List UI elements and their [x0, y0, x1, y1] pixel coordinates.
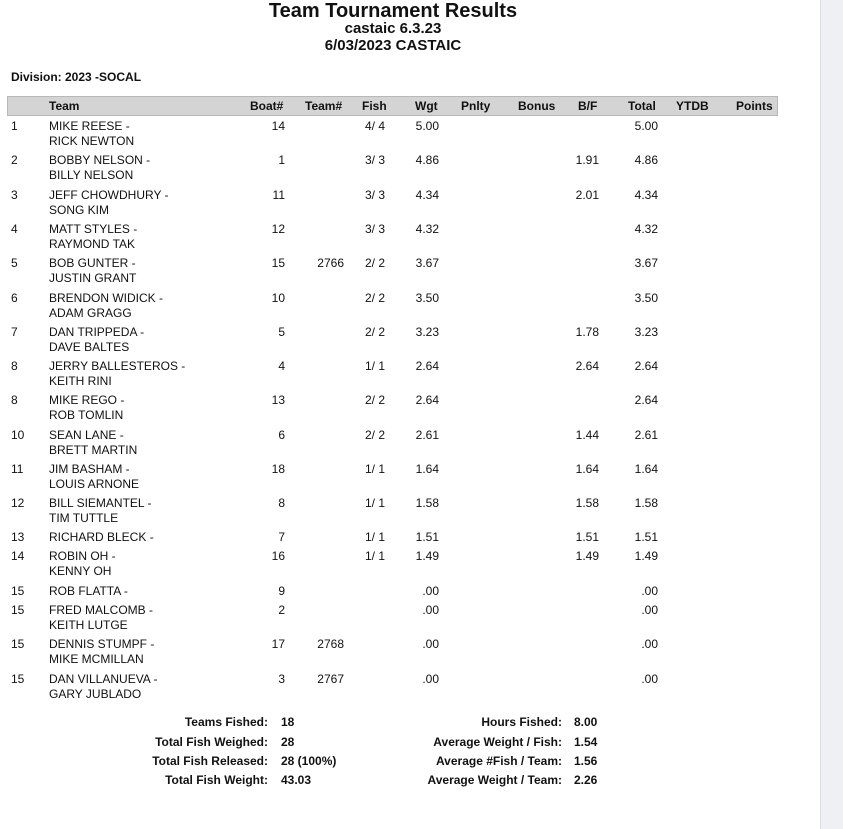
weight-cell: 2.61 [415, 428, 439, 442]
team-member-2: DAVE BALTES [49, 340, 130, 354]
total-cell: .00 [641, 584, 658, 598]
total-cell: .00 [641, 603, 658, 617]
rank-cell: 15 [11, 637, 25, 651]
boat-cell: 13 [271, 393, 285, 407]
weight-cell: .00 [422, 584, 439, 598]
table-header [7, 96, 778, 116]
team-cell [49, 530, 154, 545]
big-fish-cell: 2.01 [575, 188, 599, 202]
total-cell: 4.32 [634, 222, 658, 236]
weight-cell: 1.58 [415, 496, 439, 510]
fish-cell: 3/ 3 [364, 222, 385, 236]
table-row [0, 428, 800, 460]
team-member-2: RICK NEWTON [49, 134, 135, 148]
fish-cell: 1/ 1 [364, 496, 385, 510]
fish-cell: 1/ 1 [364, 530, 385, 544]
team-cell [49, 428, 137, 458]
team-cell [49, 153, 150, 183]
team-cell [49, 393, 124, 423]
weight-cell: 5.00 [415, 119, 439, 133]
total-cell: 1.51 [634, 530, 658, 544]
table-row [0, 549, 800, 581]
team-cell [49, 637, 154, 667]
team-member-1: BOB GUNTER - [49, 256, 136, 270]
total-cell: 4.86 [634, 153, 658, 167]
weight-cell: 3.50 [415, 291, 439, 305]
weight-cell: 4.34 [415, 188, 439, 202]
total-cell: 2.64 [634, 393, 658, 407]
rank-cell: 14 [11, 549, 25, 563]
team-member-2: LOUIS ARNONE [49, 477, 140, 491]
team-member-2: KENNY OH [49, 564, 112, 578]
total-cell: 3.23 [634, 325, 658, 339]
team-number-cell: 2766 [317, 256, 344, 270]
team-cell [49, 603, 153, 633]
boat-cell: 11 [272, 188, 285, 202]
team-cell [49, 462, 139, 492]
table-row [0, 393, 800, 425]
rank-cell: 7 [11, 325, 18, 339]
weight-cell: 3.67 [415, 256, 439, 270]
team-member-1: JIM BASHAM - [49, 462, 130, 476]
rank-cell: 12 [11, 496, 25, 510]
total-cell: 1.49 [634, 549, 658, 563]
total-cell: 3.67 [634, 256, 658, 270]
big-fish-cell: 1.44 [575, 428, 599, 442]
total-cell: 3.50 [634, 291, 658, 305]
team-member-1: BILL SIEMANTEL - [49, 496, 152, 510]
team-number-cell: 2767 [317, 672, 344, 686]
team-member-1: JEFF CHOWDHURY - [49, 188, 169, 202]
team-member-1: ROBIN OH - [49, 549, 116, 563]
boat-cell: 2 [278, 603, 285, 617]
team-member-1: ROB FLATTA - [49, 584, 128, 598]
summary-value: 1.56 [574, 754, 598, 768]
col-ytdb: YTDB [676, 99, 709, 113]
table-row [0, 603, 800, 635]
report-title: Team Tournament Results [268, 0, 518, 22]
big-fish-cell: 2.64 [575, 359, 599, 373]
rank-cell: 15 [11, 672, 25, 686]
total-cell: 1.64 [634, 462, 658, 476]
fish-cell: 3/ 3 [364, 188, 385, 202]
boat-cell: 10 [271, 291, 285, 305]
total-cell: .00 [641, 637, 658, 651]
team-member-1: DAN VILLANUEVA - [49, 672, 158, 686]
boat-cell: 9 [278, 584, 285, 598]
weight-cell: .00 [422, 672, 439, 686]
team-cell [49, 549, 116, 579]
big-fish-cell: 1.78 [575, 325, 599, 339]
col-boat: Boat# [250, 99, 284, 113]
weight-cell: 1.51 [415, 530, 439, 544]
team-member-1: BRENDON WIDICK - [49, 291, 163, 305]
col-fish: Fish [362, 99, 387, 113]
report-date-line: 6/03/2023 CASTAIC [324, 37, 462, 54]
team-cell [49, 672, 157, 702]
table-row [0, 153, 800, 185]
summary-value: 2.26 [574, 773, 598, 787]
team-member-2: ROB TOMLIN [49, 408, 124, 422]
table-row [0, 119, 800, 151]
summary-value: 28 (100%) [281, 754, 337, 768]
total-cell: 4.34 [634, 188, 658, 202]
rank-cell: 2 [11, 153, 18, 167]
summary-value: 43.03 [281, 773, 312, 787]
summary-label: Average #Fish / Team: [435, 754, 562, 768]
fish-cell: 1/ 1 [364, 359, 385, 373]
boat-cell: 6 [278, 428, 285, 442]
fish-cell: 2/ 2 [364, 325, 385, 339]
big-fish-cell: 1.49 [575, 549, 599, 563]
rank-cell: 8 [11, 359, 18, 373]
table-row [0, 359, 800, 391]
team-cell [49, 584, 128, 599]
report-subtitle: castaic 6.3.23 [344, 20, 442, 37]
boat-cell: 17 [271, 637, 285, 651]
total-cell: 2.64 [634, 359, 658, 373]
summary-label: Total Fish Released: [152, 754, 268, 768]
team-cell [49, 119, 134, 149]
rank-cell: 13 [11, 530, 25, 544]
boat-cell: 1 [278, 153, 285, 167]
col-points: Points [736, 99, 773, 113]
summary-value: 28 [281, 735, 295, 749]
fish-cell: 2/ 2 [364, 428, 385, 442]
col-team-number: Team# [305, 99, 343, 113]
team-member-2: KEITH LUTGE [49, 618, 128, 632]
rank-cell: 10 [11, 428, 25, 442]
team-member-2: GARY JUBLADO [49, 687, 142, 701]
team-member-1: JERRY BALLESTEROS - [49, 359, 186, 373]
total-cell: 2.61 [634, 428, 658, 442]
division-label: Division: 2023 -SOCAL [11, 70, 142, 84]
table-row [0, 222, 800, 254]
table-row [0, 496, 800, 528]
table-row [0, 256, 800, 288]
team-cell [49, 359, 185, 389]
team-member-2: SONG KIM [49, 203, 110, 217]
team-cell [49, 496, 151, 526]
team-member-1: MATT STYLES - [49, 222, 138, 236]
summary-value: 1.54 [574, 735, 598, 749]
table-row [0, 291, 800, 323]
weight-cell: .00 [422, 637, 439, 651]
weight-cell: .00 [422, 603, 439, 617]
team-member-2: TIM TUTTLE [49, 511, 119, 525]
summary-value: 8.00 [574, 715, 598, 729]
weight-cell: 1.49 [415, 549, 439, 563]
fish-cell: 1/ 1 [364, 549, 385, 563]
boat-cell: 16 [271, 549, 285, 563]
team-member-2: KEITH RINI [49, 374, 112, 388]
rank-cell: 5 [11, 256, 18, 270]
team-cell [49, 291, 163, 321]
team-member-2: BILLY NELSON [49, 168, 134, 182]
big-fish-cell: 1.51 [575, 530, 599, 544]
weight-cell: 4.86 [415, 153, 439, 167]
col-weight: Wgt [415, 99, 438, 113]
col-penalty: Pnlty [461, 99, 491, 113]
summary-label: Average Weight / Team: [427, 773, 562, 787]
team-member-1: MIKE REGO - [49, 393, 125, 407]
team-member-1: MIKE REESE - [49, 119, 130, 133]
team-member-1: BOBBY NELSON - [49, 153, 151, 167]
summary-label: Hours Fished: [481, 715, 562, 729]
summary-label: Average Weight / Fish: [433, 735, 562, 749]
total-cell: 5.00 [634, 119, 658, 133]
team-cell [49, 188, 169, 218]
team-member-2: MIKE MCMILLAN [49, 652, 144, 666]
col-total: Total [628, 99, 656, 113]
team-member-1: DAN TRIPPEDA - [49, 325, 145, 339]
team-cell [49, 256, 136, 286]
table-row [0, 672, 800, 704]
team-number-cell: 2768 [317, 637, 344, 651]
fish-cell: 2/ 2 [364, 256, 385, 270]
rank-cell: 3 [11, 188, 18, 202]
fish-cell: 2/ 2 [364, 291, 385, 305]
page-edge [820, 0, 843, 829]
boat-cell: 3 [278, 672, 285, 686]
rank-cell: 15 [11, 584, 25, 598]
team-cell [49, 325, 144, 355]
summary-label: Total Fish Weight: [165, 773, 268, 787]
team-member-1: SEAN LANE - [49, 428, 124, 442]
team-cell [49, 222, 137, 252]
team-member-2: ADAM GRAGG [49, 306, 132, 320]
fish-cell: 3/ 3 [364, 153, 385, 167]
weight-cell: 3.23 [415, 325, 439, 339]
rank-cell: 4 [11, 222, 18, 236]
team-member-2: RAYMOND TAK [49, 237, 136, 251]
boat-cell: 7 [278, 530, 285, 544]
boat-cell: 18 [271, 462, 285, 476]
weight-cell: 2.64 [415, 393, 439, 407]
team-member-1: FRED MALCOMB - [49, 603, 154, 617]
boat-cell: 12 [271, 222, 285, 236]
table-row [0, 188, 800, 220]
fish-cell: 4/ 4 [364, 119, 385, 133]
boat-cell: 5 [278, 325, 285, 339]
team-member-2: JUSTIN GRANT [49, 271, 137, 285]
team-member-2: BRETT MARTIN [49, 443, 138, 457]
total-cell: 1.58 [634, 496, 658, 510]
boat-cell: 4 [278, 359, 285, 373]
weight-cell: 1.64 [415, 462, 439, 476]
weight-cell: 4.32 [415, 222, 439, 236]
summary-value: 18 [281, 715, 295, 729]
rank-cell: 15 [11, 603, 25, 617]
table-row [0, 637, 800, 669]
big-fish-cell: 1.64 [575, 462, 599, 476]
total-cell: .00 [641, 672, 658, 686]
fish-cell: 1/ 1 [364, 462, 385, 476]
boat-cell: 15 [271, 256, 285, 270]
table-row [0, 462, 800, 494]
rank-cell: 8 [11, 393, 18, 407]
team-member-1: DENNIS STUMPF - [49, 637, 155, 651]
summary-label: Teams Fished: [184, 715, 268, 729]
rank-cell: 6 [11, 291, 18, 305]
big-fish-cell: 1.91 [575, 153, 599, 167]
weight-cell: 2.64 [415, 359, 439, 373]
big-fish-cell: 1.58 [575, 496, 599, 510]
team-member-1: RICHARD BLECK - [49, 530, 154, 544]
rank-cell: 11 [11, 462, 24, 476]
boat-cell: 14 [271, 119, 285, 133]
col-bonus: Bonus [518, 99, 556, 113]
fish-cell: 2/ 2 [364, 393, 385, 407]
table-row [0, 325, 800, 357]
col-team: Team [49, 99, 80, 113]
col-big-fish: B/F [578, 99, 598, 113]
summary-label: Total Fish Weighed: [155, 735, 268, 749]
rank-cell: 1 [11, 119, 18, 133]
boat-cell: 8 [278, 496, 285, 510]
